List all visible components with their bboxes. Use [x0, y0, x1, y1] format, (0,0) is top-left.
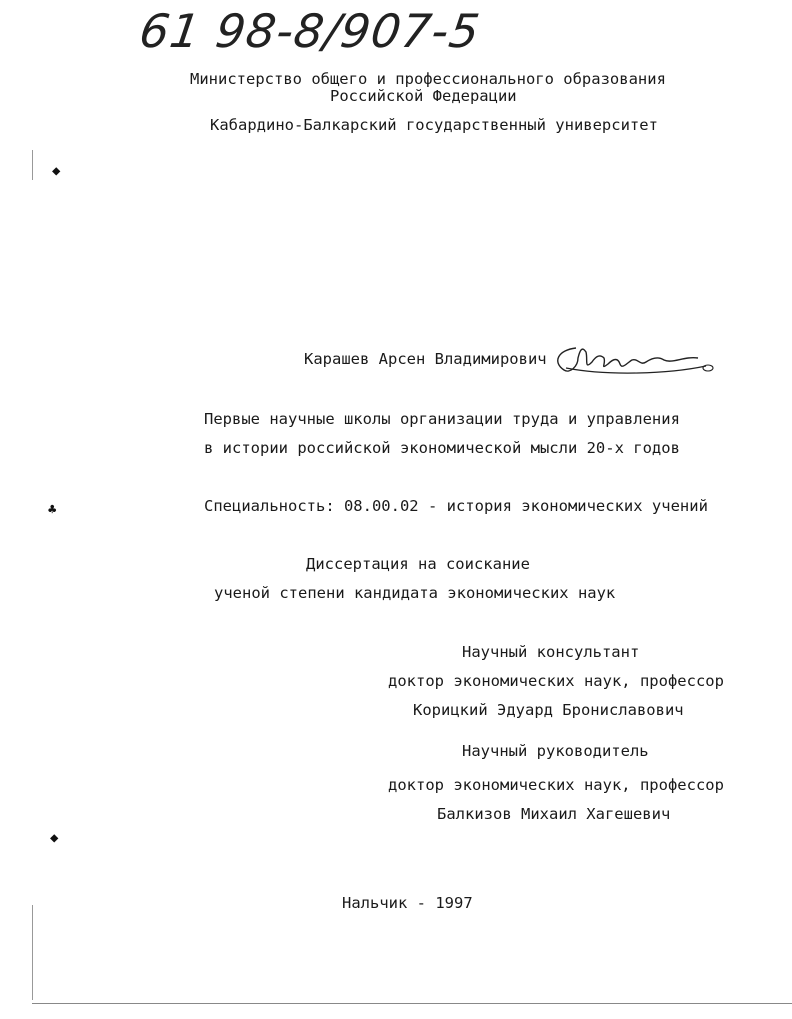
page-bottom-rule: [32, 1003, 792, 1004]
author-name: Карашев Арсен Владимирович: [304, 350, 547, 368]
ministry-line-1: Министерство общего и профессионального образования: [190, 70, 666, 88]
consultant-name: Корицкий Эдуард Брониславович: [413, 701, 684, 719]
ministry-line-2: Российской Федерации: [330, 87, 517, 105]
binding-hole-mark: ♣: [48, 502, 57, 518]
dissertation-line-1: Диссертация на соискание: [306, 555, 530, 573]
margin-rule: [32, 905, 33, 1000]
supervisor-degree: доктор экономических наук, профессор: [388, 776, 724, 794]
author-signature: [548, 340, 720, 380]
binding-hole-mark: ◆: [52, 163, 61, 179]
specialty: Специальность: 08.00.02 - история экономических учений: [204, 497, 708, 515]
city-year: Нальчик - 1997: [342, 894, 473, 912]
consultant-role: Научный консультант: [462, 643, 640, 661]
title-line-1: Первые научные школы организации труда и управления: [204, 410, 680, 428]
archive-number: 61 98-8/907-5: [136, 4, 484, 58]
consultant-degree: доктор экономических наук, профессор: [388, 672, 724, 690]
university-name: Кабардино-Балкарский государственный университет: [210, 116, 658, 134]
supervisor-role: Научный руководитель: [462, 742, 649, 760]
supervisor-name: Балкизов Михаил Хагешевич: [437, 805, 671, 823]
binding-hole-mark: ◆: [50, 830, 59, 846]
dissertation-line-2: ученой степени кандидата экономических наук: [214, 584, 616, 602]
margin-rule: [32, 150, 33, 180]
title-line-2: в истории российской экономической мысли 20-х годов: [204, 439, 680, 457]
